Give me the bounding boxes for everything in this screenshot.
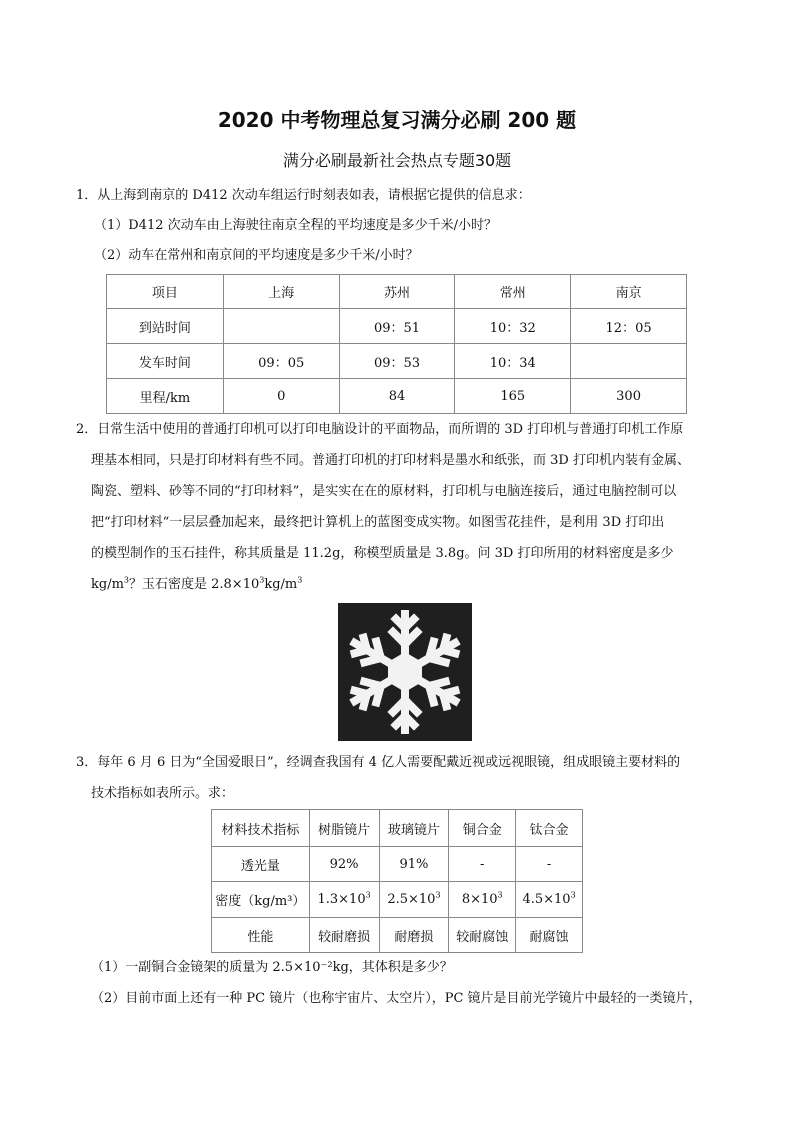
superscript: 3	[435, 890, 441, 900]
table-cell: -	[449, 847, 516, 882]
unit-text: kg/m	[91, 577, 124, 592]
q3-sub2: （2）目前市面上还有一种 PC 镜片（也称宇宙片、太空片），PC 镜片是目前光学镜片中最轻的一类镜片，	[91, 991, 702, 1006]
table-cell: -	[516, 847, 583, 882]
q2-line-5: 的模型制作的玉石挂件，称其质量是 11.2g，称模型质量是 3.8g。问 3D 打印所用的材料密度是多少	[91, 546, 674, 561]
materials-header-row	[212, 810, 583, 847]
page-subtitle: 满分必刷最新社会热点专题30题	[282, 151, 512, 170]
materials-header: 铜合金	[449, 810, 516, 847]
table-cell: 密度（kg/m³）	[212, 882, 310, 918]
table-cell: 10：32	[455, 309, 571, 344]
table-cell	[379, 882, 449, 918]
density-value: 1.3×10	[317, 892, 366, 907]
table-cell: 12：05	[571, 309, 687, 344]
table-row	[107, 309, 687, 344]
table-cell	[449, 882, 516, 918]
table-cell: 300	[571, 379, 687, 414]
timetable-header: 项目	[107, 275, 224, 309]
q2-line-1: 2．日常生活中使用的普通打印机可以打印电脑设计的平面物品，而所谓的 3D 打印机与普通打印机工作原	[76, 422, 684, 437]
q2-line-6	[91, 575, 302, 595]
table-row	[107, 379, 687, 414]
table-cell: 到站时间	[107, 309, 224, 344]
q1-sub2: （2）动车在常州和南京间的平均速度是多少千米/小时？	[94, 248, 419, 263]
table-row	[212, 847, 583, 882]
q2-line-6-text: ？玉石密度是 2.8×10	[129, 577, 260, 592]
superscript: 3	[123, 575, 129, 585]
table-cell: 84	[339, 379, 455, 414]
materials-header: 玻璃镜片	[379, 810, 449, 847]
table-cell: 较耐腐蚀	[449, 918, 516, 953]
table-cell: 0	[223, 379, 339, 414]
superscript: 3	[570, 890, 576, 900]
materials-header: 钛合金	[516, 810, 583, 847]
table-row	[212, 882, 583, 918]
table-cell: 透光量	[212, 847, 310, 882]
superscript: 3	[297, 575, 303, 585]
density-value: 8×10	[461, 892, 498, 907]
table-cell: 10：34	[455, 344, 571, 379]
table-cell	[571, 344, 687, 379]
table-cell: 里程/km	[107, 379, 224, 414]
table-cell	[516, 882, 583, 918]
table-cell: 165	[455, 379, 571, 414]
table-cell	[223, 309, 339, 344]
q1-stem: 1．从上海到南京的 D412 次动车组运行时刻表如表，请根据它提供的信息求：	[76, 188, 531, 203]
superscript: 3	[365, 890, 371, 900]
table-cell: 91%	[379, 847, 449, 882]
timetable-header-row	[107, 275, 687, 309]
density-value: 2.5×10	[387, 892, 436, 907]
table-cell: 09：53	[339, 344, 455, 379]
timetable-header: 南京	[571, 275, 687, 309]
table-cell: 耐磨损	[379, 918, 449, 953]
table-cell: 09：51	[339, 309, 455, 344]
table-cell: 发车时间	[107, 344, 224, 379]
table-cell: 09：05	[223, 344, 339, 379]
table-cell	[309, 882, 379, 918]
q1-sub1: （1）D412 次动车由上海驶往南京全程的平均速度是多少千米/小时？	[94, 218, 498, 233]
unit-text: kg/m	[264, 577, 298, 592]
q3-line-2: 技术指标如表所示。求：	[91, 786, 235, 801]
q2-line-3: 陶瓷、塑料、砂等不同的“打印材料”，是实实在在的原材料，打印机与电脑连接后，通过电脑控制可以	[91, 484, 677, 499]
table-row	[107, 344, 687, 379]
timetable-header: 上海	[223, 275, 339, 309]
timetable-header: 常州	[455, 275, 571, 309]
table-cell: 92%	[309, 847, 379, 882]
page-title: 2020 中考物理总复习满分必刷 200 题	[217, 108, 577, 132]
q3-line-1: 3．每年 6 月 6 日为“全国爱眼日”，经调查我国有 4 亿人需要配戴近视或远视眼镜，组成眼镜主要材料的	[76, 755, 681, 770]
density-value: 4.5×10	[522, 892, 571, 907]
q2-line-2: 理基本相同，只是打印材料有些不同。普通打印机的打印材料是墨水和纸张，而 3D 打印机内装有金属、	[91, 453, 690, 468]
table-cell: 耐腐蚀	[516, 918, 583, 953]
table-cell: 性能	[212, 918, 310, 953]
timetable-header: 苏州	[339, 275, 455, 309]
superscript: 3	[497, 890, 503, 900]
superscript: 3	[259, 575, 265, 585]
q2-line-4: 把“打印材料“一层层叠加起来，最终把计算机上的蓝图变成实物。如图雪花挂件，是利用 3D 打印出	[91, 515, 665, 530]
materials-table	[211, 809, 583, 953]
table-row	[212, 918, 583, 953]
materials-header: 树脂镜片	[309, 810, 379, 847]
table-cell: 较耐磨损	[309, 918, 379, 953]
timetable	[106, 274, 687, 414]
q3-sub1: （1）一副铜合金镜架的质量为 2.5×10⁻²kg，其体积是多少？	[91, 960, 453, 975]
materials-header: 材料技术指标	[212, 810, 310, 847]
snowflake-icon	[338, 603, 472, 741]
